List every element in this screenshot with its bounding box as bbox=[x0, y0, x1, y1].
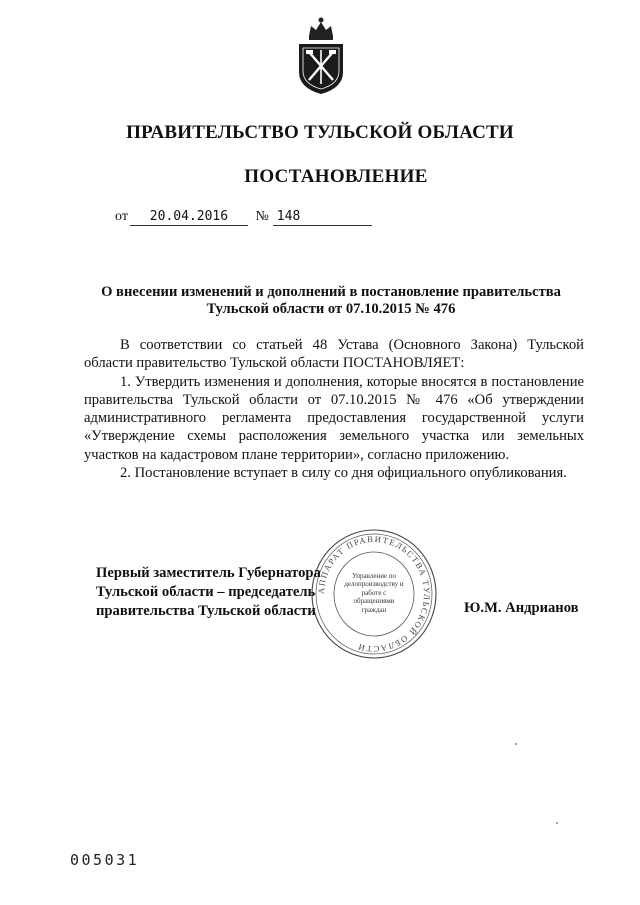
document-body bbox=[84, 336, 584, 482]
signer-position-line-3: правительства Тульской области bbox=[96, 603, 316, 619]
date-label: от bbox=[115, 209, 128, 224]
organization-title: ПРАВИТЕЛЬСТВО ТУЛЬСКОЙ ОБЛАСТИ bbox=[126, 122, 514, 143]
subject-line-2: Тульской области от 07.10.2015 № 476 bbox=[206, 301, 456, 317]
coat-of-arms-icon bbox=[295, 14, 347, 96]
registration-number: 005031 bbox=[70, 851, 140, 869]
signer-name: Ю.М. Андрианов bbox=[464, 600, 579, 616]
signer-position bbox=[96, 564, 321, 621]
official-stamp bbox=[310, 528, 438, 660]
preamble-paragraph: В соответствии со статьей 48 Устава (Основного Закона) Тульской области правительство Тульской области ПОСТАНОВЛЯЕТ: bbox=[84, 337, 584, 372]
document-subject bbox=[80, 284, 582, 318]
clause-1-paragraph: 1. Утвердить изменения и дополнения, которые вносятся в постановление правительства Тульской области от 07.10.2015 № 476 «Об утверждении административного регламента предоставления государственной услуги «Утверждение схемы расположения земельного участка или земельных участков на кадастровом плане территории», согласно приложению. bbox=[84, 373, 584, 463]
document-number: 148 bbox=[273, 209, 372, 226]
document-type-title: ПОСТАНОВЛЕНИЕ bbox=[244, 166, 428, 187]
stamp-inner-text: Управление по делопроизводству и работе с обращениями граждан bbox=[344, 572, 404, 614]
stamp-outer-text: АППАРАТ ПРАВИТЕЛЬСТВА ТУЛЬСКОЙ ОБЛАСТИ bbox=[315, 533, 433, 655]
signer-position-line-1: Первый заместитель Губернатора bbox=[96, 565, 321, 581]
clause-2-paragraph: 2. Постановление вступает в силу со дня официального опубликования. bbox=[120, 465, 567, 482]
scan-speck bbox=[515, 743, 517, 745]
scan-speck bbox=[556, 822, 558, 824]
date-number-line bbox=[115, 209, 372, 226]
signer-position-line-2: Тульской области – председатель bbox=[96, 584, 316, 600]
document-date: 20.04.2016 bbox=[130, 209, 248, 226]
number-label: № bbox=[255, 209, 269, 224]
subject-line-1: О внесении изменений и дополнений в постановление правительства bbox=[101, 284, 561, 300]
